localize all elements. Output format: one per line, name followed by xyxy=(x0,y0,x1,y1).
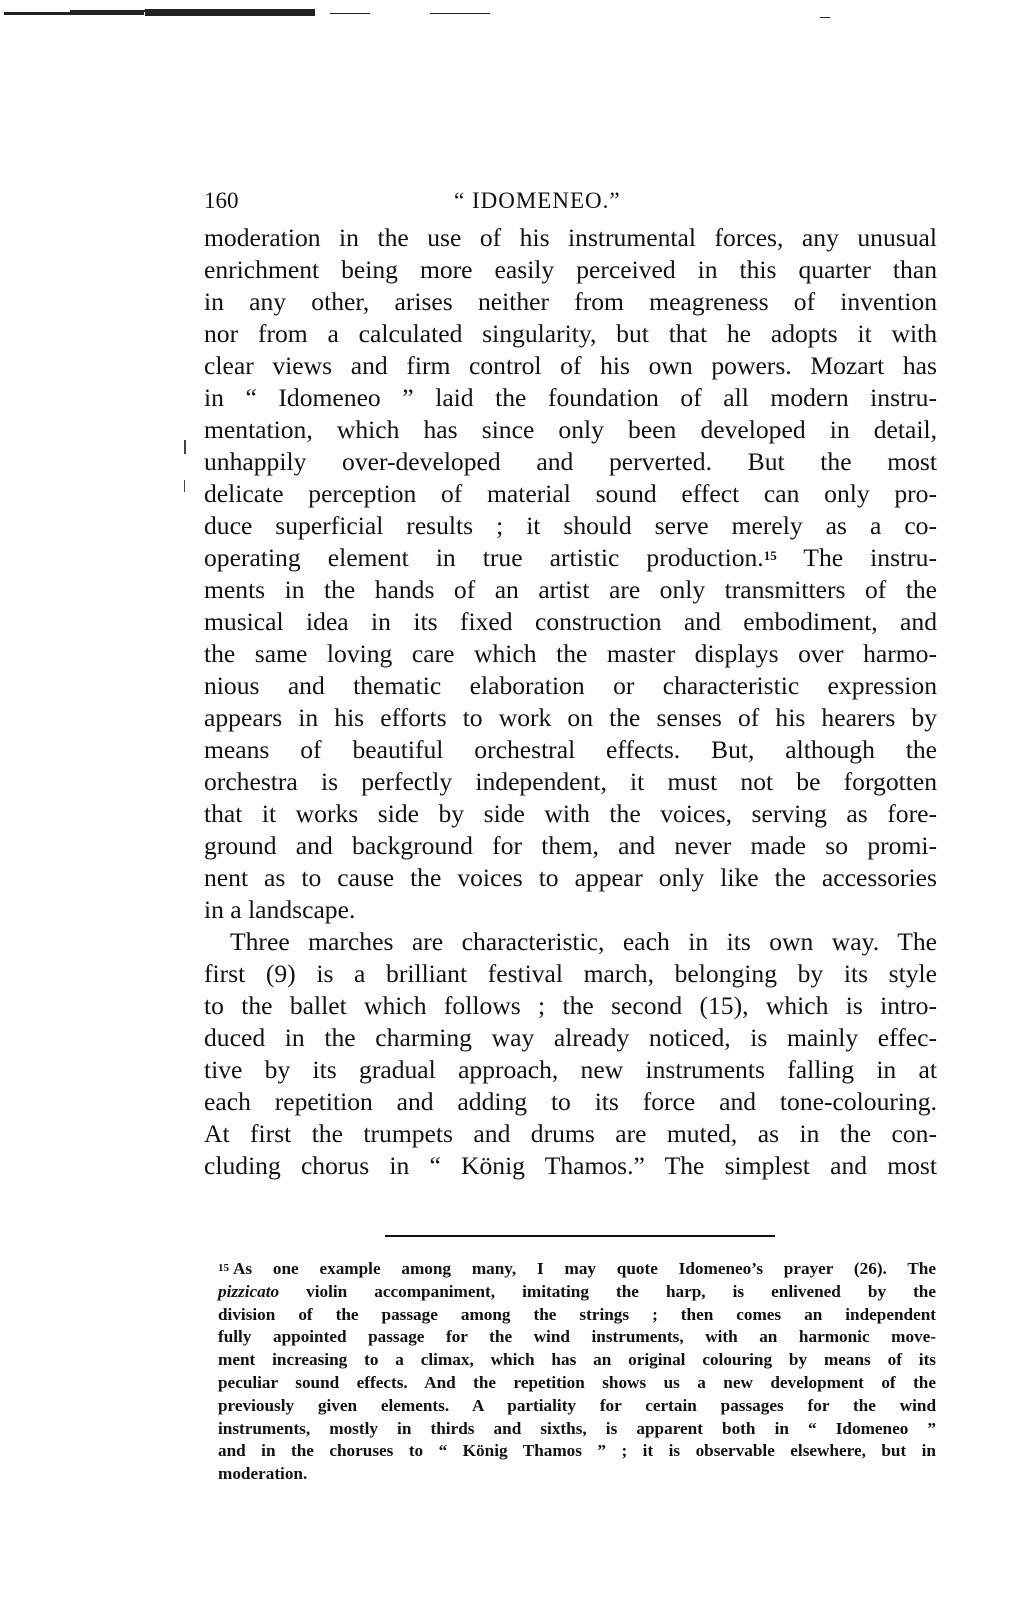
text-line: musical idea in its fixed construction and embodiment, and xyxy=(204,607,937,636)
footnote-line: moderation. xyxy=(218,1464,308,1484)
scan-mark-left xyxy=(184,440,186,454)
italic-term: pizzicato xyxy=(218,1281,280,1301)
footnote-line: instruments, mostly in thirds and sixths, is apparent both in “ Idomeneo ” xyxy=(218,1418,936,1438)
text-line: duce superficial results ; it should serve merely as a co- xyxy=(204,511,937,540)
text-line: means of beautiful orchestral effects. But, although the xyxy=(204,735,937,764)
footnote-line: and in the choruses to “ König Thamos ” ; it is observable elsewhere, but in xyxy=(218,1441,936,1461)
footnote-marker: 15 xyxy=(218,1262,229,1274)
footnote-divider xyxy=(385,1235,775,1237)
footnote-reference[interactable]: 15 xyxy=(763,548,777,563)
text-line: ground and background for them, and never made so promi- xyxy=(204,831,937,860)
text-line: each repetition and adding to its force and tone-colouring. xyxy=(204,1087,937,1116)
scan-artifact-top-edge xyxy=(0,8,1034,18)
text-line: in “ Idomeneo ” laid the foundation of all modern instru- xyxy=(204,383,937,412)
text-line: orchestra is perfectly independent, it must not be forgotten xyxy=(204,767,937,796)
footnote-15 xyxy=(218,1258,936,1486)
page-number: 160 xyxy=(204,188,239,213)
footnote-line: ment increasing to a climax, which has an original colouring by means of its xyxy=(218,1350,936,1370)
text-line: first (9) is a brilliant festival march, belonging by its style xyxy=(204,959,937,988)
text-line: duced in the charming way already noticed, is mainly effec- xyxy=(204,1023,937,1052)
running-title: “ IDOMENEO.” xyxy=(454,188,621,213)
text-line: to the ballet which follows ; the second (15), which is intro- xyxy=(204,991,937,1020)
text-segment: operating element in true artistic production. xyxy=(204,543,764,572)
text-line: tive by its gradual approach, new instruments falling in at xyxy=(204,1055,937,1084)
text-line: mentation, which has since only been developed in detail, xyxy=(204,415,937,444)
running-head xyxy=(204,188,934,218)
scan-mark-left-2 xyxy=(184,480,185,492)
text-line: the same loving care which the master displays over harmo- xyxy=(204,639,937,668)
text-line: cluding chorus in “ König Thamos.” The simplest and most xyxy=(204,1151,937,1180)
main-text xyxy=(204,222,937,1182)
text-line: unhappily over-developed and perverted. But the most xyxy=(204,447,937,476)
text-line: moderation in the use of his instrumental forces, any unusual xyxy=(204,223,937,252)
text-line: ments in the hands of an artist are only transmitters of the xyxy=(204,575,937,604)
footnote-line: peculiar sound effects. And the repetition shows us a new development of the xyxy=(218,1372,936,1392)
text-line: delicate perception of material sound effect can only pro- xyxy=(204,479,937,508)
text-line: clear views and firm control of his own powers. Mozart has xyxy=(204,351,937,380)
text-segment: As one example among many, I may quote Idomeneo’s prayer (26). The xyxy=(233,1259,936,1278)
text-line: appears in his efforts to work on the senses of his hearers by xyxy=(204,703,937,732)
text-line-with-footnote-ref xyxy=(204,542,937,574)
text-line: At first the trumpets and drums are muted, as in the con- xyxy=(204,1119,937,1148)
text-line: in a landscape. xyxy=(204,895,356,924)
footnote-line: fully appointed passage for the wind instruments, with an harmonic move- xyxy=(218,1327,936,1347)
text-line: nious and thematic elaboration or characteristic expression xyxy=(204,671,937,700)
text-segment: The instru- xyxy=(776,543,937,572)
footnote-line xyxy=(218,1258,936,1281)
text-line: in any other, arises neither from meagreness of invention xyxy=(204,287,937,316)
text-line: nor from a calculated singularity, but that he adopts it with xyxy=(204,319,937,348)
text-line: that it works side by side with the voices, serving as fore- xyxy=(204,799,937,828)
text-line: enrichment being more easily perceived in this quarter than xyxy=(204,255,937,284)
text-segment: violin accompaniment, imitating the harp, is enlivened by the xyxy=(279,1281,936,1301)
text-line-paragraph-start: Three marches are characteristic, each in its own way. The xyxy=(230,927,937,956)
footnote-line xyxy=(218,1281,936,1304)
footnote-line: previously given elements. A partiality for certain passages for the wind xyxy=(218,1395,936,1415)
footnote-line: division of the passage among the strings ; then comes an independent xyxy=(218,1304,936,1324)
text-line: nent as to cause the voices to appear only like the accessories xyxy=(204,863,937,892)
